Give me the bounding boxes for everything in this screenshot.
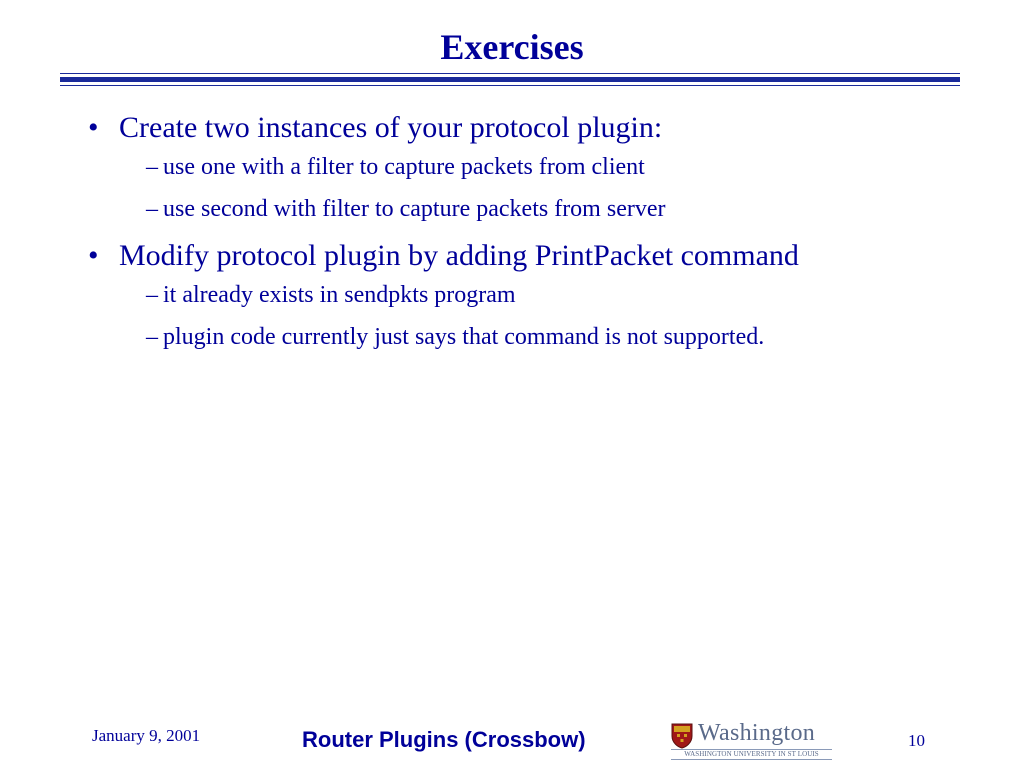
- sub-bullet-item: [119, 280, 968, 310]
- shield-icon: [671, 723, 693, 749]
- bullet-marker: •: [88, 239, 99, 272]
- sub-bullet-list: [119, 152, 968, 224]
- title-rule-top: [60, 73, 960, 74]
- footer-date: January 9, 2001: [92, 726, 201, 745]
- sub-bullet-marker: –: [146, 324, 158, 350]
- sub-bullet-item: [119, 322, 968, 352]
- sub-bullet-marker: –: [146, 196, 158, 222]
- bullet-text: Create two instances of your protocol plugin:: [119, 111, 663, 144]
- sub-bullet-item: [119, 194, 968, 224]
- page-number: 10: [908, 731, 925, 750]
- sub-bullet-text: use second with filter to capture packets from server: [163, 196, 666, 222]
- logo-subtext: WASHINGTON UNIVERSITY IN ST LOUIS: [671, 749, 832, 760]
- bullet-item: [88, 236, 968, 352]
- sub-bullet-text: use one with a filter to capture packets from client: [163, 154, 645, 180]
- logo-wordmark: Washington: [698, 720, 816, 746]
- bullet-marker: •: [88, 111, 99, 144]
- university-logo: [671, 722, 833, 762]
- footer-title: Router Plugins (Crossbow): [302, 727, 586, 752]
- sub-bullet-marker: –: [146, 282, 158, 308]
- title-rule-bottom: [60, 85, 960, 86]
- sub-bullet-text: it already exists in sendpkts program: [163, 282, 516, 308]
- sub-bullet-text: plugin code currently just says that command is not supported.: [163, 324, 765, 350]
- sub-bullet-item: [119, 152, 968, 182]
- sub-bullet-list: [119, 280, 968, 352]
- bullet-item: [88, 108, 968, 224]
- slide-title: Exercises: [440, 27, 584, 67]
- sub-bullet-marker: –: [146, 154, 158, 180]
- title-rule-thick: [60, 77, 960, 82]
- bullet-list: [88, 108, 968, 364]
- bullet-text: Modify protocol plugin by adding PrintPacket command: [119, 239, 799, 272]
